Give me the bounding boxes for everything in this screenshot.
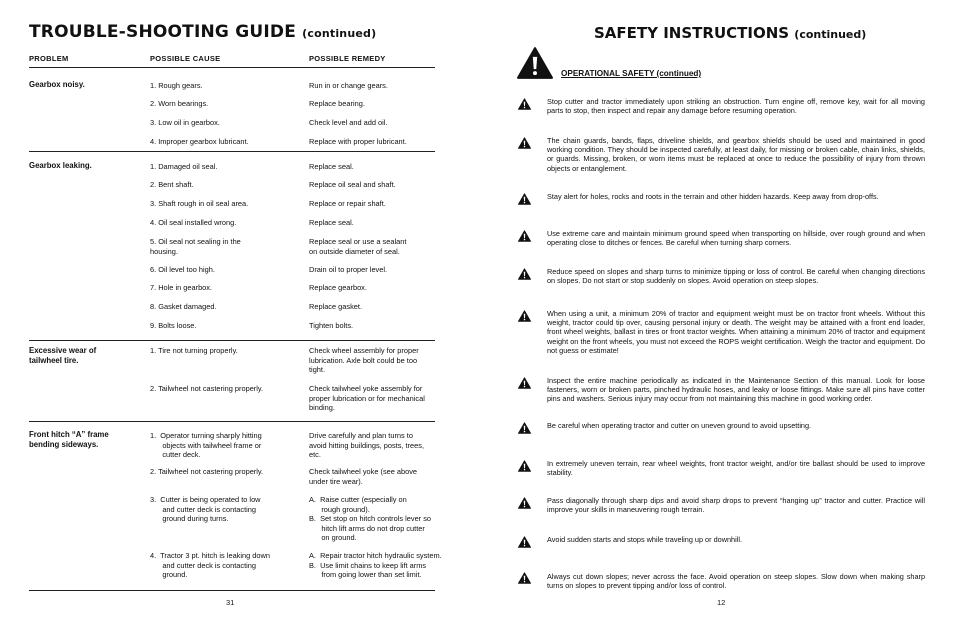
remedy-text: Replace seal. bbox=[309, 218, 354, 227]
cause-text: 6. Oil level too high. bbox=[150, 265, 215, 274]
warning-triangle-icon bbox=[518, 98, 531, 110]
warning-triangle-icon bbox=[518, 268, 531, 280]
cause-text: 9. Bolts loose. bbox=[150, 321, 197, 330]
cause-text: 8. Gasket damaged. bbox=[150, 302, 217, 311]
remedy-text: Drain oil to proper level. bbox=[309, 265, 388, 274]
safety-instruction: Stay alert for holes, rocks and roots in the terrain and other hidden hazards. Keep away from drop-offs. bbox=[547, 192, 879, 201]
warning-triangle-icon bbox=[517, 46, 553, 80]
cause-text: 1. Operator turning sharply hitting objects with tailwheel frame or cutter deck. bbox=[150, 431, 262, 459]
warning-triangle-icon bbox=[518, 137, 531, 149]
cause-text: 4. Oil seal installed wrong. bbox=[150, 218, 237, 227]
section-rule bbox=[29, 151, 435, 152]
remedy-text: Replace with proper lubricant. bbox=[309, 137, 407, 146]
safety-instruction: The chain guards, bands, flaps, driveline shields, and gearbox shields should be used and maintained in good working condition. They should be inspected carefully, at least daily, for missing or broken cable, chain links, shields, or guards. Missing, broken, or worn items must be replaced at once to reduce the possibility of injury from thrown objects or entanglement. bbox=[547, 136, 925, 173]
remedy-text: Replace gearbox. bbox=[309, 283, 367, 292]
page-number: 12 bbox=[717, 598, 726, 607]
safety-instruction: Stop cutter and tractor immediately upon striking an obstruction. Turn engine off, remove key, wait for all moving parts to stop, then inspect and repair any damage before resuming operation. bbox=[547, 97, 925, 116]
problem-label: Gearbox leaking. bbox=[29, 161, 92, 170]
section-rule bbox=[29, 340, 435, 341]
remedy-text: Check wheel assembly for proper lubrication. Axle bolt could be too tight. bbox=[309, 346, 419, 374]
safety-instruction: When using a unit, a minimum 20% of tractor and equipment weight must be on tractor front wheels. Without this weight, tractor could tip over, causing personal injury or death. The weight may be attained with a front end loader, front wheel weights, ballast in tires or front tractor weights. When attaining a minimum 20% of tractor and equipment weight on the front wheels, you must not exceed the ROPS weight certification. Weigh the tractor and equipment. Do not guess or estimate! bbox=[547, 309, 925, 355]
remedy-text: Replace bearing. bbox=[309, 99, 365, 108]
warning-triangle-icon bbox=[518, 536, 531, 548]
column-header-cause: POSSIBLE CAUSE bbox=[150, 54, 221, 63]
page-title: TROUBLE-SHOOTING GUIDE (continued) bbox=[29, 22, 377, 42]
remedy-text: Replace oil seal and shaft. bbox=[309, 180, 396, 189]
warning-triangle-icon bbox=[518, 377, 531, 389]
safety-instruction: Inspect the entire machine periodically as indicated in the Maintenance Section of this manual. Look for loose fasteners, worn or broken parts, pinched hydraulic hoses, and leaky or loose fittings. Make sure all pins have cotter pins and washers. Serious injury may occur from not maintaining this machine in good working order. bbox=[547, 376, 925, 404]
cause-text: 3. Cutter is being operated to low and cutter deck is contacting ground during turns. bbox=[150, 495, 261, 523]
header-rule bbox=[29, 67, 435, 68]
remedy-text: Check tailwheel yoke assembly for proper lubrication or for mechanical binding. bbox=[309, 384, 425, 412]
safety-instruction: Pass diagonally through sharp dips and avoid sharp drops to prevent “hanging up” tractor and cutter. Practice will improve your skills in maneuvering rough terrain. bbox=[547, 496, 925, 515]
cause-text: 7. Hole in gearbox. bbox=[150, 283, 213, 292]
cause-text: 4. Tractor 3 pt. hitch is leaking down and cutter deck is contacting ground. bbox=[150, 551, 270, 579]
remedy-text: Run in or change gears. bbox=[309, 81, 388, 90]
cause-text: 2. Tailwheel not castering properly. bbox=[150, 384, 264, 393]
remedy-text: Check tailwheel yoke (see above under tire wear). bbox=[309, 467, 418, 486]
remedy-text: Replace or repair shaft. bbox=[309, 199, 386, 208]
problem-label: Excessive wear of tailwheel tire. bbox=[29, 346, 97, 365]
remedy-text: Tighten bolts. bbox=[309, 321, 354, 330]
warning-triangle-icon bbox=[518, 572, 531, 584]
page-number: 31 bbox=[226, 598, 235, 607]
section-rule bbox=[29, 421, 435, 422]
problem-label: Gearbox noisy. bbox=[29, 80, 85, 89]
safety-instruction: In extremely uneven terrain, rear wheel weights, front tractor weight, and/or tire ballast should be used to improve stability. bbox=[547, 459, 925, 478]
problem-label: Front hitch “A” frame bending sideways. bbox=[29, 430, 109, 449]
remedy-text: Replace seal. bbox=[309, 162, 354, 171]
cause-text: 3. Low oil in gearbox. bbox=[150, 118, 220, 127]
section-heading: OPERATIONAL SAFETY (continued) bbox=[561, 69, 702, 78]
warning-triangle-icon bbox=[518, 230, 531, 242]
warning-triangle-icon bbox=[518, 422, 531, 434]
warning-triangle-icon bbox=[518, 310, 531, 322]
warning-triangle-icon bbox=[518, 193, 531, 205]
warning-triangle-icon bbox=[518, 460, 531, 472]
remedy-text: Replace gasket. bbox=[309, 302, 362, 311]
cause-text: 3. Shaft rough in oil seal area. bbox=[150, 199, 249, 208]
section-rule bbox=[29, 590, 435, 591]
cause-text: 4. Improper gearbox lubricant. bbox=[150, 137, 249, 146]
remedy-text: Drive carefully and plan turns to avoid hitting buildings, posts, trees, etc. bbox=[309, 431, 425, 459]
column-header-remedy: POSSIBLE REMEDY bbox=[309, 54, 386, 63]
safety-instructions-page bbox=[477, 0, 954, 618]
cause-text: 2. Bent shaft. bbox=[150, 180, 194, 189]
cause-text: 5. Oil seal not sealing in the housing. bbox=[150, 237, 241, 256]
remedy-text: Replace seal or use a sealant on outside diameter of seal. bbox=[309, 237, 407, 256]
safety-instruction: Reduce speed on slopes and sharp turns to minimize tipping or loss of control. Be careful when changing directions on slopes. Do not start or stop suddenly on slopes. Avoid operation on steep slopes. bbox=[547, 267, 925, 286]
cause-text: 1. Rough gears. bbox=[150, 81, 203, 90]
safety-instruction: Avoid sudden starts and stops while traveling up or downhill. bbox=[547, 535, 742, 544]
cause-text: 1. Tire not turning properly. bbox=[150, 346, 238, 355]
safety-instruction: Be careful when operating tractor and cutter on uneven ground to avoid upsetting. bbox=[547, 421, 812, 430]
remedy-text: Check level and add oil. bbox=[309, 118, 388, 127]
remedy-text: A. Repair tractor hitch hydraulic system. B. Use limit chains to keep lift arms from going lower than set limit. bbox=[309, 551, 442, 579]
cause-text: 2. Tailwheel not castering properly. bbox=[150, 467, 264, 476]
title-suffix: (continued) bbox=[302, 27, 377, 40]
cause-text: 1. Damaged oil seal. bbox=[150, 162, 218, 171]
page-title: SAFETY INSTRUCTIONS (continued) bbox=[594, 24, 867, 42]
title-suffix: (continued) bbox=[794, 28, 867, 41]
column-header-problem: PROBLEM bbox=[29, 54, 69, 63]
safety-instruction: Use extreme care and maintain minimum ground speed when transporting on hillside, over rough ground and when operating close to ditches or fences. Be careful when turning sharp corners. bbox=[547, 229, 925, 248]
warning-triangle-icon bbox=[518, 497, 531, 509]
cause-text: 2. Worn bearings. bbox=[150, 99, 209, 108]
remedy-text: A. Raise cutter (especially on rough ground). B. Set stop on hitch controls lever so hitch lift arms do not drop cutter on ground. bbox=[309, 495, 432, 542]
safety-instruction: Always cut down slopes; never across the face. Avoid operation on steep slopes. Slow down when making sharp turns on slopes to prevent tipping and/or loss of control. bbox=[547, 572, 925, 591]
